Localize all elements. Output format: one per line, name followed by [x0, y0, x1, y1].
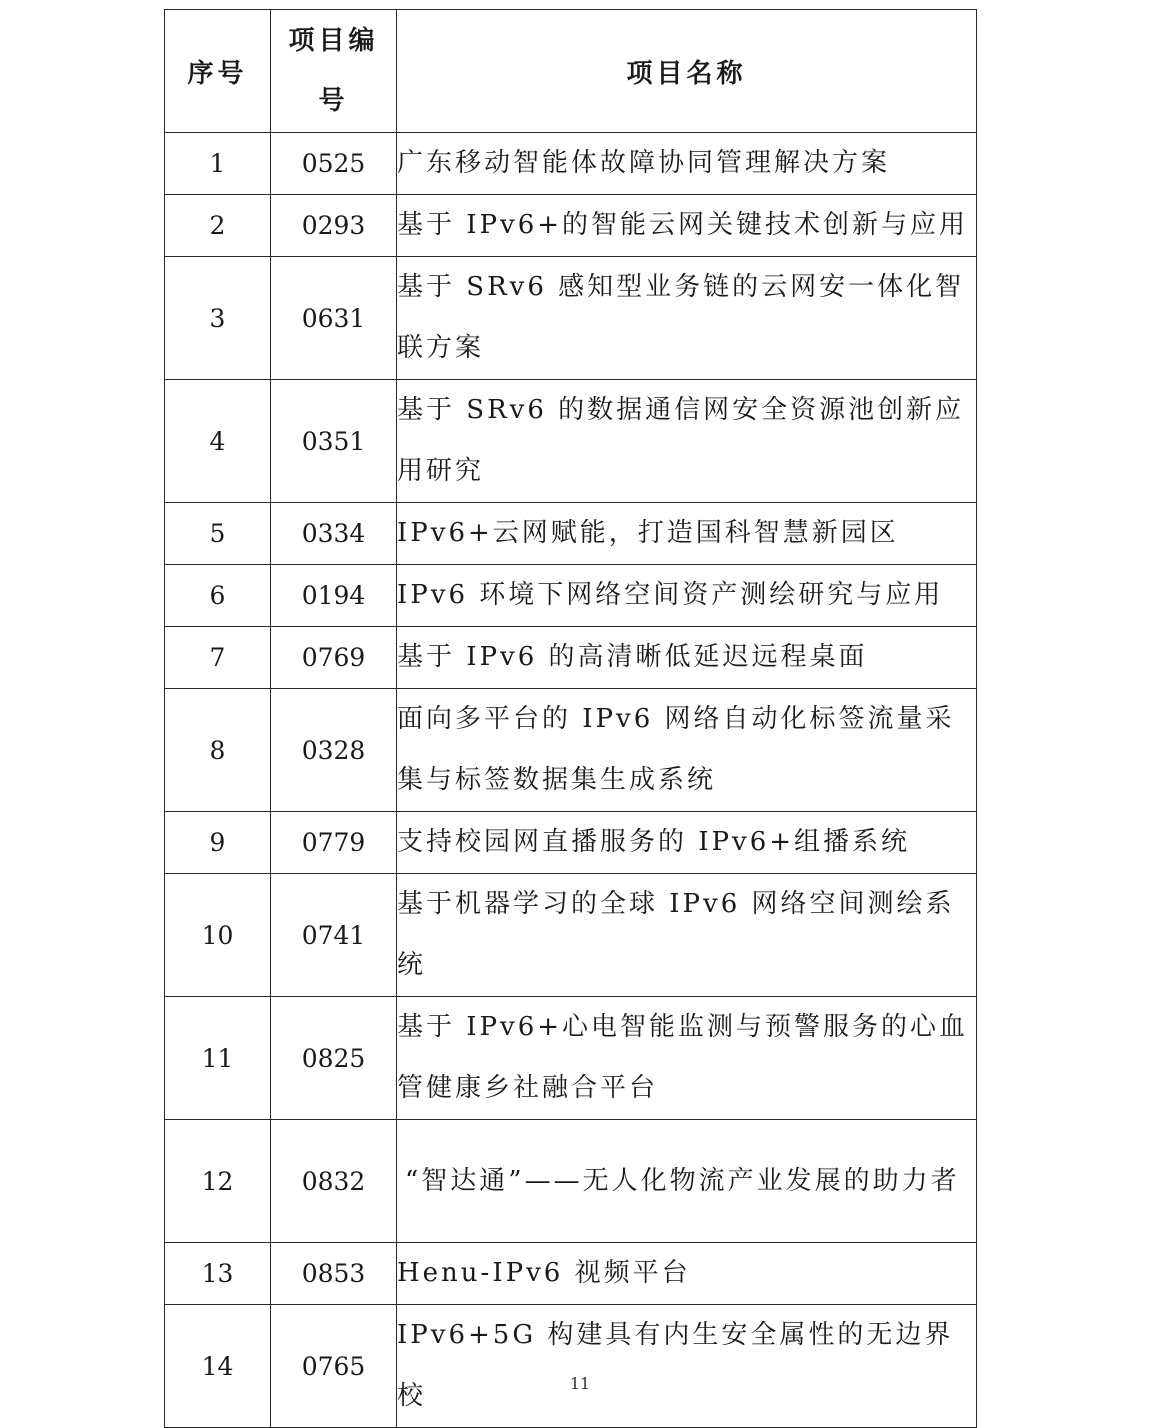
row-code: 0328	[271, 689, 397, 812]
row-code: 0825	[271, 997, 397, 1120]
row-name: IPv6+云网赋能，打造国科智慧新园区	[397, 503, 977, 565]
table-row	[165, 1120, 977, 1243]
header-code-line2: 号	[318, 86, 349, 116]
row-code: 0293	[271, 195, 397, 257]
row-name: 面向多平台的 IPv6 网络自动化标签流量采集与标签数据集生成系统	[397, 689, 977, 812]
row-code: 0853	[271, 1243, 397, 1305]
row-name: 支持校园网直播服务的 IPv6+组播系统	[397, 812, 977, 874]
row-code: 0779	[271, 812, 397, 874]
header-name: 项目名称	[397, 10, 977, 133]
row-seq: 8	[165, 689, 271, 812]
row-seq: 5	[165, 503, 271, 565]
row-seq: 10	[165, 874, 271, 997]
project-table	[164, 9, 977, 1428]
table-row	[165, 627, 977, 689]
row-name: 基于 SRv6 的数据通信网安全资源池创新应用研究	[397, 380, 977, 503]
header-seq: 序号	[165, 10, 271, 133]
row-name: “智达通”——无人化物流产业发展的助力者	[397, 1120, 977, 1243]
table-row	[165, 380, 977, 503]
row-seq: 11	[165, 997, 271, 1120]
table-row	[165, 503, 977, 565]
table-row	[165, 1243, 977, 1305]
row-seq: 13	[165, 1243, 271, 1305]
row-seq: 2	[165, 195, 271, 257]
row-name: 基于 SRv6 感知型业务链的云网安一体化智联方案	[397, 257, 977, 380]
row-code: 0741	[271, 874, 397, 997]
row-code: 0351	[271, 380, 397, 503]
table-row	[165, 689, 977, 812]
row-name: 基于 IPv6+的智能云网关键技术创新与应用	[397, 195, 977, 257]
row-code: 0769	[271, 627, 397, 689]
row-seq: 6	[165, 565, 271, 627]
table-row	[165, 195, 977, 257]
row-name: 广东移动智能体故障协同管理解决方案	[397, 133, 977, 195]
header-code-line1: 项目编	[288, 26, 379, 56]
row-seq: 7	[165, 627, 271, 689]
row-name: IPv6+5G 构建具有内生安全属性的无边界校	[397, 1305, 977, 1428]
table-row	[165, 874, 977, 997]
row-code: 0765	[271, 1305, 397, 1428]
row-seq: 9	[165, 812, 271, 874]
row-code: 0334	[271, 503, 397, 565]
row-seq: 1	[165, 133, 271, 195]
table-row	[165, 133, 977, 195]
row-code: 0832	[271, 1120, 397, 1243]
row-seq: 3	[165, 257, 271, 380]
row-code: 0631	[271, 257, 397, 380]
header-code	[271, 10, 397, 133]
row-name: 基于 IPv6+心电智能监测与预警服务的心血管健康乡社融合平台	[397, 997, 977, 1120]
header-row	[165, 10, 977, 133]
page-number: 11	[569, 1374, 591, 1393]
row-seq: 14	[165, 1305, 271, 1428]
table-row	[165, 812, 977, 874]
row-name: 基于机器学习的全球 IPv6 网络空间测绘系统	[397, 874, 977, 997]
table-row	[165, 257, 977, 380]
row-name: Henu-IPv6 视频平台	[397, 1243, 977, 1305]
row-code: 0525	[271, 133, 397, 195]
row-name: 基于 IPv6 的高清晰低延迟远程桌面	[397, 627, 977, 689]
table-row	[165, 1305, 977, 1428]
table-row	[165, 565, 977, 627]
table-row	[165, 997, 977, 1120]
row-seq: 12	[165, 1120, 271, 1243]
row-code: 0194	[271, 565, 397, 627]
row-seq: 4	[165, 380, 271, 503]
row-name: IPv6 环境下网络空间资产测绘研究与应用	[397, 565, 977, 627]
